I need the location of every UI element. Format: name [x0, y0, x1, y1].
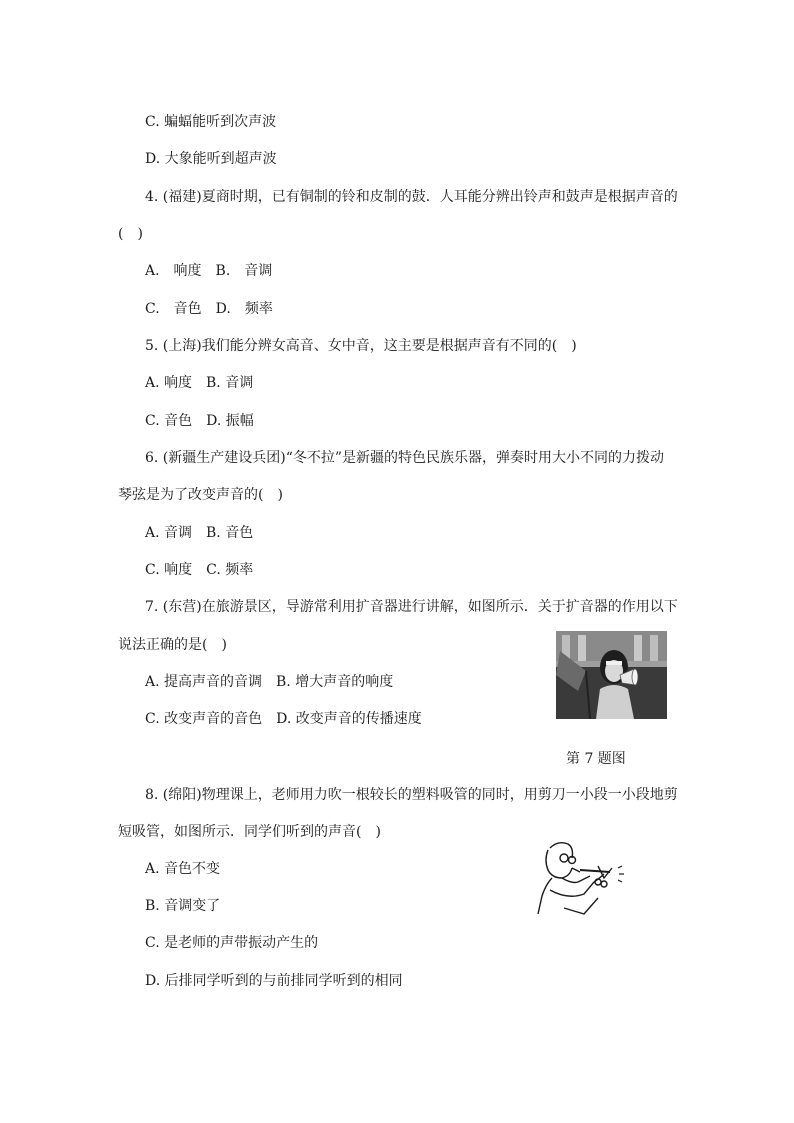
q7-options-ab: A. 提高声音的音调 B. 增大声音的响度	[145, 674, 394, 690]
q7-stem-continued: 说法正确的是( )	[118, 637, 227, 653]
q8-option-d: D. 后排同学听到的与前排同学听到的相同	[145, 973, 403, 989]
q3-option-d: D. 大象能听到超声波	[145, 151, 277, 167]
q7-figure	[556, 631, 667, 719]
q6-stem: 6. (新疆生产建设兵团)“冬不拉”是新疆的特色民族乐器，弹奏时用大小不同的力拨动	[145, 450, 665, 466]
q7-figure-caption: 第 7 题图	[566, 751, 626, 767]
q6-options-cd: C. 响度 C. 频率	[145, 562, 254, 578]
tour-guide-photo	[556, 631, 667, 719]
q7-stem: 7. (东营)在旅游景区，导游常利用扩音器进行讲解，如图所示．关于扩音器的作用以下	[145, 599, 678, 615]
teacher-straw-drawing	[528, 838, 632, 918]
q6-stem-continued: 琴弦是为了改变声音的( )	[118, 487, 283, 503]
q8-stem: 8. (绵阳)物理课上，老师用力吹一根较长的塑料吸管的同时，用剪刀一小段一小段地剪	[145, 787, 678, 803]
q8-option-c: C. 是老师的声带振动产生的	[145, 935, 319, 951]
q4-stem: 4. (福建)夏商时期，已有铜制的铃和皮制的鼓．人耳能分辨出铃声和鼓声是根据声音的	[145, 189, 678, 205]
q4-stem-continued: ( )	[118, 226, 143, 242]
q3-option-c: C. 蝙蝠能听到次声波	[145, 114, 277, 130]
q5-options-ab: A. 响度 B. 音调	[145, 375, 254, 391]
q4-options-ab: A. 响度 B. 音调	[145, 263, 273, 279]
q4-options-cd: C. 音色 D. 频率	[145, 301, 273, 317]
q5-stem: 5. (上海)我们能分辨女高音、女中音，这主要是根据声音有不同的( )	[145, 338, 577, 354]
q5-options-cd: C. 音色 D. 振幅	[145, 413, 254, 429]
q7-options-cd: C. 改变声音的音色 D. 改变声音的传播速度	[145, 711, 422, 727]
q6-options-ab: A. 音调 B. 音色	[145, 525, 254, 541]
q8-figure	[528, 838, 632, 918]
q8-option-b: B. 音调变了	[145, 898, 221, 914]
q8-stem-continued: 短吸管，如图所示．同学们听到的声音( )	[118, 824, 381, 840]
q8-option-a: A. 音色不变	[145, 861, 221, 877]
